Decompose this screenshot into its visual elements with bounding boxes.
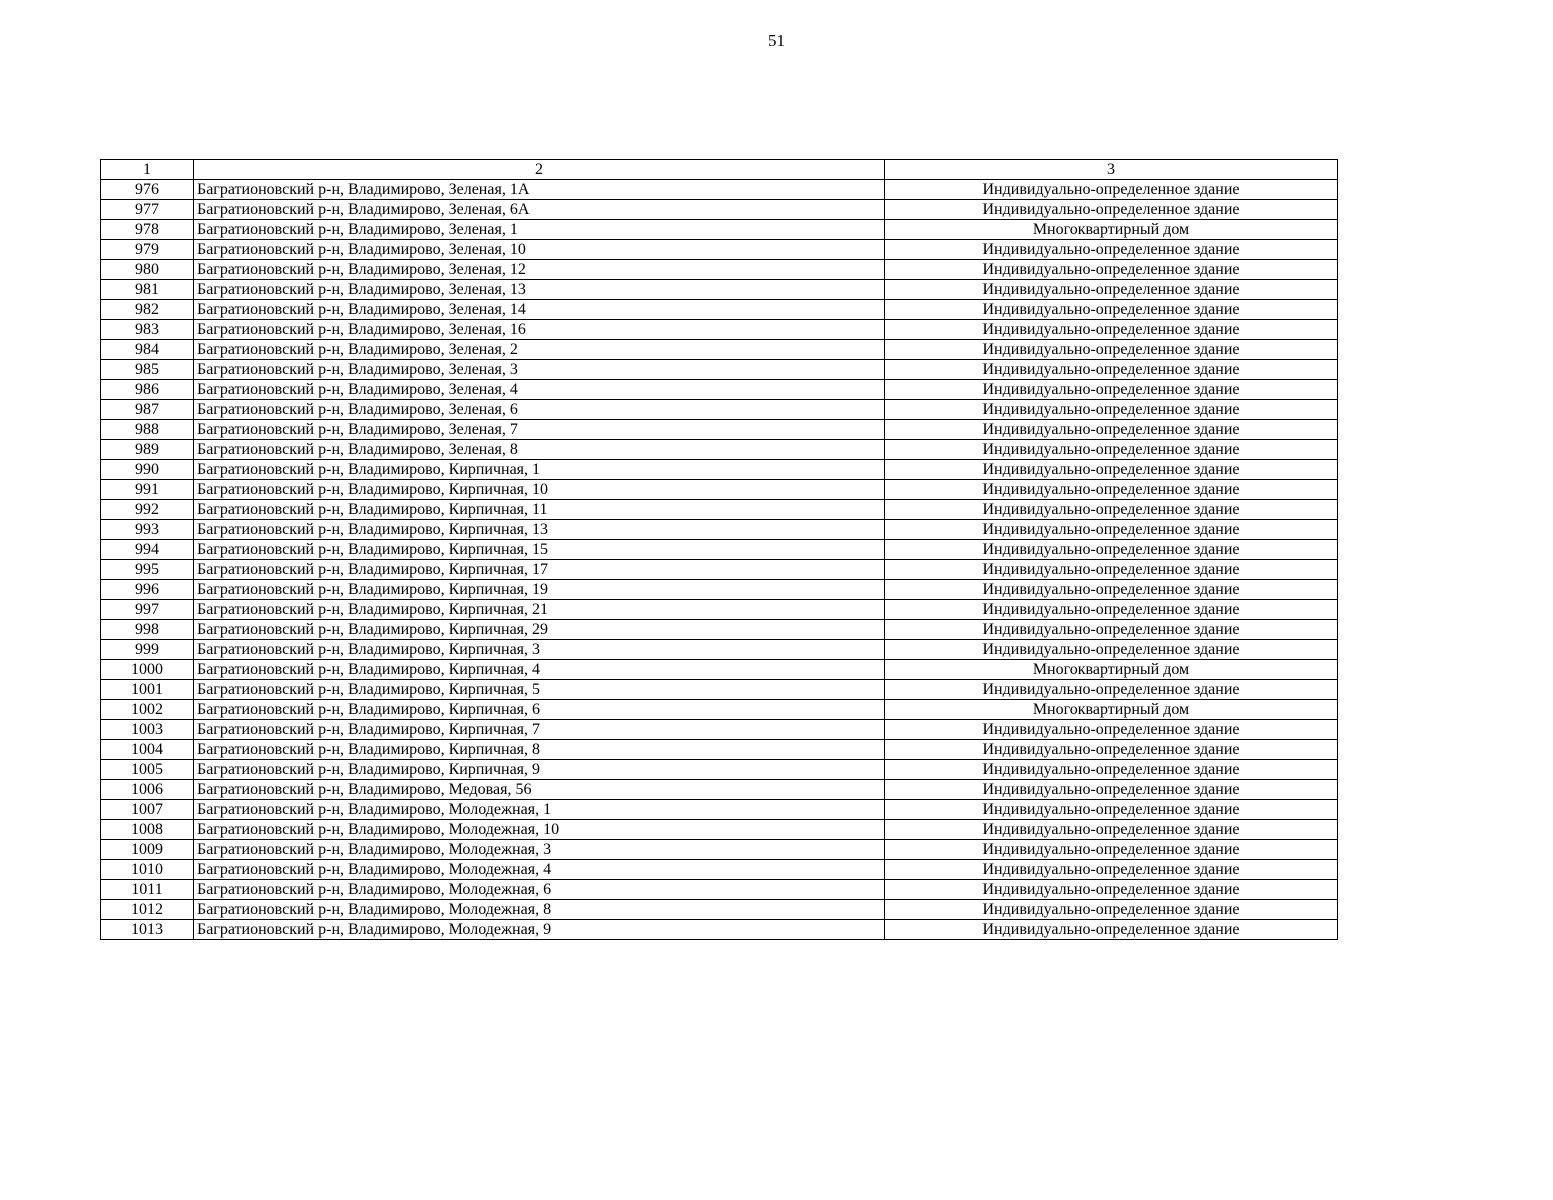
address-cell: Багратионовский р-н, Владимирово, Кирпичная, 29: [194, 620, 885, 640]
row-number-cell: 991: [101, 480, 194, 500]
object-type-cell: Индивидуально-определенное здание: [885, 740, 1338, 760]
header-row: [101, 160, 1338, 180]
row-number-cell: 998: [101, 620, 194, 640]
object-type-cell: Индивидуально-определенное здание: [885, 520, 1338, 540]
object-type-cell: Индивидуально-определенное здание: [885, 760, 1338, 780]
row-number-cell: 987: [101, 400, 194, 420]
object-type-cell: Индивидуально-определенное здание: [885, 720, 1338, 740]
object-type-cell: Индивидуально-определенное здание: [885, 460, 1338, 480]
table-row: [101, 920, 1338, 940]
row-number-cell: 985: [101, 360, 194, 380]
address-cell: Багратионовский р-н, Владимирово, Зеленая, 10: [194, 240, 885, 260]
row-number-cell: 1006: [101, 780, 194, 800]
table-row: [101, 760, 1338, 780]
row-number-cell: 997: [101, 600, 194, 620]
table-row: [101, 200, 1338, 220]
row-number-cell: 1001: [101, 680, 194, 700]
object-type-cell: Индивидуально-определенное здание: [885, 480, 1338, 500]
table-row: [101, 780, 1338, 800]
address-cell: Багратионовский р-н, Владимирово, Зеленая, 6: [194, 400, 885, 420]
table-row: [101, 620, 1338, 640]
object-type-cell: Индивидуально-определенное здание: [885, 620, 1338, 640]
table-row: [101, 500, 1338, 520]
address-cell: Багратионовский р-н, Владимирово, Зеленая, 14: [194, 300, 885, 320]
address-cell: Багратионовский р-н, Владимирово, Молодежная, 8: [194, 900, 885, 920]
object-type-cell: Индивидуально-определенное здание: [885, 860, 1338, 880]
row-number-cell: 990: [101, 460, 194, 480]
object-type-cell: Индивидуально-определенное здание: [885, 560, 1338, 580]
table-row: [101, 640, 1338, 660]
row-number-cell: 996: [101, 580, 194, 600]
address-cell: Багратионовский р-н, Владимирово, Зеленая, 7: [194, 420, 885, 440]
row-number-cell: 984: [101, 340, 194, 360]
address-cell: Багратионовский р-н, Владимирово, Кирпичная, 11: [194, 500, 885, 520]
table-row: [101, 820, 1338, 840]
table-row: [101, 560, 1338, 580]
table-row: [101, 740, 1338, 760]
object-type-cell: Индивидуально-определенное здание: [885, 380, 1338, 400]
table-row: [101, 220, 1338, 240]
table-row: [101, 420, 1338, 440]
address-cell: Багратионовский р-н, Владимирово, Зеленая, 4: [194, 380, 885, 400]
row-number-cell: 1004: [101, 740, 194, 760]
address-cell: Багратионовский р-н, Владимирово, Кирпичная, 5: [194, 680, 885, 700]
table-row: [101, 300, 1338, 320]
table-row: [101, 600, 1338, 620]
table-row: [101, 280, 1338, 300]
object-type-cell: Индивидуально-определенное здание: [885, 540, 1338, 560]
address-cell: Багратионовский р-н, Владимирово, Зеленая, 1: [194, 220, 885, 240]
table-row: [101, 240, 1338, 260]
address-cell: Багратионовский р-н, Владимирово, Кирпичная, 7: [194, 720, 885, 740]
object-type-cell: Индивидуально-определенное здание: [885, 600, 1338, 620]
object-type-cell: Индивидуально-определенное здание: [885, 820, 1338, 840]
address-cell: Багратионовский р-н, Владимирово, Кирпичная, 21: [194, 600, 885, 620]
object-type-cell: Индивидуально-определенное здание: [885, 640, 1338, 660]
object-type-cell: Индивидуально-определенное здание: [885, 920, 1338, 940]
row-number-cell: 1000: [101, 660, 194, 680]
address-cell: Багратионовский р-н, Владимирово, Кирпичная, 19: [194, 580, 885, 600]
table-row: [101, 540, 1338, 560]
address-cell: Багратионовский р-н, Владимирово, Кирпичная, 3: [194, 640, 885, 660]
object-type-cell: Индивидуально-определенное здание: [885, 260, 1338, 280]
row-number-cell: 1002: [101, 700, 194, 720]
object-type-cell: Индивидуально-определенное здание: [885, 440, 1338, 460]
table-row: [101, 700, 1338, 720]
address-cell: Багратионовский р-н, Владимирово, Кирпичная, 9: [194, 760, 885, 780]
address-cell: Багратионовский р-н, Владимирово, Зеленая, 12: [194, 260, 885, 280]
row-number-cell: 1012: [101, 900, 194, 920]
row-number-cell: 989: [101, 440, 194, 460]
table-row: [101, 260, 1338, 280]
row-number-cell: 1013: [101, 920, 194, 940]
object-type-cell: Индивидуально-определенное здание: [885, 680, 1338, 700]
object-type-cell: Индивидуально-определенное здание: [885, 240, 1338, 260]
row-number-cell: 986: [101, 380, 194, 400]
table-row: [101, 720, 1338, 740]
object-type-cell: Индивидуально-определенное здание: [885, 880, 1338, 900]
table-row: [101, 440, 1338, 460]
address-cell: Багратионовский р-н, Владимирово, Кирпичная, 4: [194, 660, 885, 680]
table-row: [101, 360, 1338, 380]
row-number-cell: 982: [101, 300, 194, 320]
object-type-cell: Индивидуально-определенное здание: [885, 280, 1338, 300]
page-number: 51: [768, 31, 785, 50]
row-number-cell: 1003: [101, 720, 194, 740]
object-type-cell: Индивидуально-определенное здание: [885, 420, 1338, 440]
row-number-cell: 978: [101, 220, 194, 240]
column-header-1: 1: [101, 160, 194, 180]
row-number-cell: 1009: [101, 840, 194, 860]
object-type-cell: Индивидуально-определенное здание: [885, 580, 1338, 600]
address-cell: Багратионовский р-н, Владимирово, Кирпичная, 13: [194, 520, 885, 540]
row-number-cell: 976: [101, 180, 194, 200]
table-row: [101, 380, 1338, 400]
table-row: [101, 900, 1338, 920]
address-cell: Багратионовский р-н, Владимирово, Молодежная, 3: [194, 840, 885, 860]
address-cell: Багратионовский р-н, Владимирово, Кирпичная, 8: [194, 740, 885, 760]
object-type-cell: Индивидуально-определенное здание: [885, 780, 1338, 800]
row-number-cell: 988: [101, 420, 194, 440]
address-cell: Багратионовский р-н, Владимирово, Зеленая, 6А: [194, 200, 885, 220]
table-row: [101, 340, 1338, 360]
table-row: [101, 680, 1338, 700]
address-cell: Багратионовский р-н, Владимирово, Молодежная, 6: [194, 880, 885, 900]
address-cell: Багратионовский р-н, Владимирово, Зеленая, 13: [194, 280, 885, 300]
object-type-cell: Индивидуально-определенное здание: [885, 200, 1338, 220]
address-cell: Багратионовский р-н, Владимирово, Кирпичная, 1: [194, 460, 885, 480]
address-cell: Багратионовский р-н, Владимирово, Зеленая, 1А: [194, 180, 885, 200]
table-row: [101, 660, 1338, 680]
address-cell: Багратионовский р-н, Владимирово, Молодежная, 9: [194, 920, 885, 940]
row-number-cell: 980: [101, 260, 194, 280]
row-number-cell: 992: [101, 500, 194, 520]
object-type-cell: Многоквартирный дом: [885, 700, 1338, 720]
address-cell: Багратионовский р-н, Владимирово, Молодежная, 4: [194, 860, 885, 880]
row-number-cell: 1010: [101, 860, 194, 880]
address-cell: Багратионовский р-н, Владимирово, Молодежная, 10: [194, 820, 885, 840]
table-row: [101, 460, 1338, 480]
table-body: [101, 180, 1338, 940]
address-cell: Багратионовский р-н, Владимирово, Кирпичная, 6: [194, 700, 885, 720]
address-cell: Багратионовский р-н, Владимирово, Кирпичная, 15: [194, 540, 885, 560]
address-cell: Багратионовский р-н, Владимирово, Зеленая, 16: [194, 320, 885, 340]
row-number-cell: 981: [101, 280, 194, 300]
row-number-cell: 983: [101, 320, 194, 340]
row-number-cell: 999: [101, 640, 194, 660]
column-header-2: 2: [194, 160, 885, 180]
address-cell: Багратионовский р-н, Владимирово, Кирпичная, 10: [194, 480, 885, 500]
table-header: [101, 160, 1338, 180]
object-type-cell: Индивидуально-определенное здание: [885, 800, 1338, 820]
table-row: [101, 860, 1338, 880]
address-cell: Багратионовский р-н, Владимирово, Зеленая, 2: [194, 340, 885, 360]
row-number-cell: 1008: [101, 820, 194, 840]
table-row: [101, 320, 1338, 340]
table-row: [101, 480, 1338, 500]
row-number-cell: 993: [101, 520, 194, 540]
object-type-cell: Индивидуально-определенное здание: [885, 900, 1338, 920]
address-cell: Багратионовский р-н, Владимирово, Молодежная, 1: [194, 800, 885, 820]
object-type-cell: Индивидуально-определенное здание: [885, 840, 1338, 860]
row-number-cell: 1011: [101, 880, 194, 900]
object-type-cell: Индивидуально-определенное здание: [885, 340, 1338, 360]
address-cell: Багратионовский р-н, Владимирово, Зеленая, 3: [194, 360, 885, 380]
row-number-cell: 977: [101, 200, 194, 220]
object-type-cell: Индивидуально-определенное здание: [885, 500, 1338, 520]
row-number-cell: 994: [101, 540, 194, 560]
row-number-cell: 979: [101, 240, 194, 260]
table-row: [101, 520, 1338, 540]
row-number-cell: 1005: [101, 760, 194, 780]
table-row: [101, 400, 1338, 420]
object-type-cell: Многоквартирный дом: [885, 220, 1338, 240]
table-row: [101, 840, 1338, 860]
object-type-cell: Индивидуально-определенное здание: [885, 360, 1338, 380]
register-table: [100, 159, 1338, 940]
address-cell: Багратионовский р-н, Владимирово, Кирпичная, 17: [194, 560, 885, 580]
table-row: [101, 580, 1338, 600]
object-type-cell: Индивидуально-определенное здание: [885, 400, 1338, 420]
address-cell: Багратионовский р-н, Владимирово, Зеленая, 8: [194, 440, 885, 460]
address-cell: Багратионовский р-н, Владимирово, Медовая, 56: [194, 780, 885, 800]
table-row: [101, 800, 1338, 820]
row-number-cell: 995: [101, 560, 194, 580]
object-type-cell: Многоквартирный дом: [885, 660, 1338, 680]
object-type-cell: Индивидуально-определенное здание: [885, 300, 1338, 320]
row-number-cell: 1007: [101, 800, 194, 820]
object-type-cell: Индивидуально-определенное здание: [885, 180, 1338, 200]
table-row: [101, 880, 1338, 900]
table-row: [101, 180, 1338, 200]
object-type-cell: Индивидуально-определенное здание: [885, 320, 1338, 340]
column-header-3: 3: [885, 160, 1338, 180]
